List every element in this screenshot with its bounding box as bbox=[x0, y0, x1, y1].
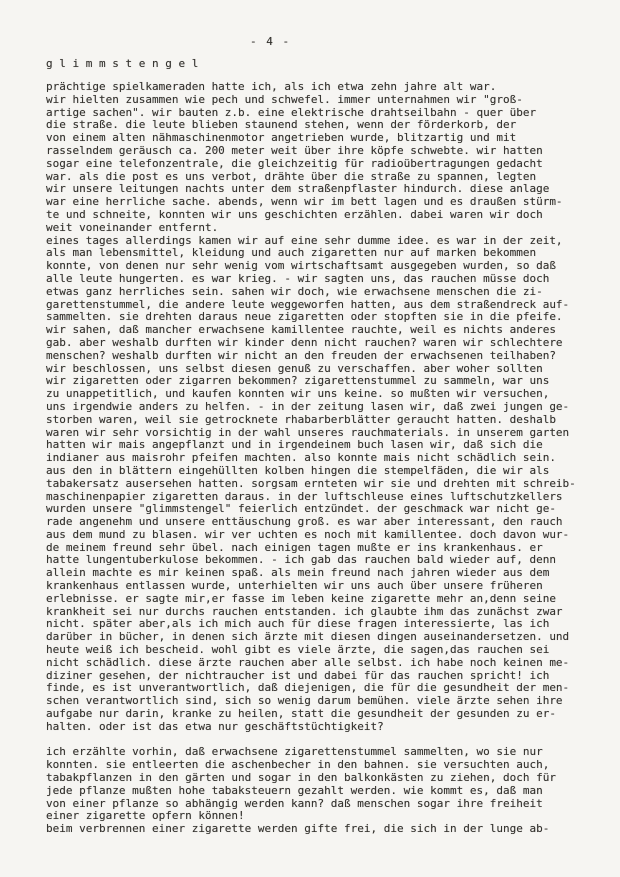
text-line: diziner gesehen, der nichtraucher ist und dabei für das rauchen spricht! ich bbox=[46, 668, 550, 682]
text-line: wir zigaretten oder zigarren bekommen? zigarettenstummel zu sammeln, war uns bbox=[46, 374, 550, 388]
text-line: prächtige spielkameraden hatte ich, als ich etwa zehn jahre alt war. bbox=[46, 80, 497, 93]
text-line: menschen? weshalb durften wir nicht an den freuden der erwachsenen teilhaben? bbox=[46, 348, 556, 362]
text-line: einer zigarette opfern können! bbox=[46, 809, 245, 823]
text-line: die straße. die leute blieben staunend stehen, wenn der förderkorb, der bbox=[46, 118, 517, 132]
text-line: halten. oder ist das etwa nur geschäftstüchtigkeit? bbox=[46, 719, 384, 733]
text-line: war eine herrliche sache. abends, wenn wir im bett lagen und es draußen stürm- bbox=[46, 195, 563, 209]
text-line: garettenstummel, die andere leute weggeworfen hatten, aus dem straßendreck auf- bbox=[46, 297, 570, 311]
text-line: zu unappetitlich, und kaufen konnten wir uns keine. so mußten wir versuchen, bbox=[46, 387, 550, 401]
text-line: hatte lungentuberkulose bekommen. - ich gab das rauchen bald wieder auf, denn bbox=[46, 553, 556, 567]
text-line: beim verbrennen einer zigarette werden gifte frei, die sich in der lunge ab- bbox=[46, 822, 550, 836]
text-line: alle leute hungerten. es war krieg. - wir sagten uns, das rauchen müsse doch bbox=[46, 271, 550, 285]
text-line: te und schneite, konnten wir uns geschichten erzählen. dabei waren wir doch bbox=[46, 207, 543, 221]
text-line: aufgabe nur darin, kranke zu heilen, statt die gesundheit der gesunden zu er- bbox=[46, 707, 556, 721]
text-line: von einer pflanze so abhängig werden kann? daß menschen sogar ihre freiheit bbox=[46, 796, 543, 810]
text-line: nicht. später aber,als ich mich auch für diese fragen interessierte, las ich bbox=[46, 617, 550, 631]
text-line: tabakpflanzen in den gärten und sogar in den balkonkästen zu ziehen, doch für bbox=[46, 771, 556, 785]
text-line: tabakersatz ausersehen hatten. sorgsam ernteten wir sie und drehten mit schreib- bbox=[46, 476, 576, 490]
text-line: wir beschlossen, uns selbst diesen genuß zu verschaffen. aber woher sollten bbox=[46, 361, 543, 375]
text-line: konnte, von denen nur sehr wenig vom wirtschaftsamt ausgegeben wurden, so daß bbox=[46, 259, 556, 273]
text-line: nicht schädlich. diese ärzte rauchen aber alle selbst. ich habe noch keinen me- bbox=[46, 655, 570, 669]
text-line: schen verantwortlich sind, sich so wenig darum bemühen. viele ärzte sehen ihre bbox=[46, 694, 563, 708]
text-line: etwas ganz herrliches sein. sahen wir doch, wie erwachsene menschen die zi- bbox=[46, 284, 543, 298]
text-line: sogar eine telefonzentrale, die gleichzeitig für radioübertragungen gedacht bbox=[46, 156, 543, 170]
text-line: uns irgendwie anders zu helfen. - in der zeitung lasen wir, daß zwei jungen ge- bbox=[46, 399, 570, 413]
text-line: sammelten. sie drehten daraus neue zigaretten oder stopften sie in die pfeife. bbox=[46, 310, 563, 324]
paragraph bbox=[46, 746, 610, 836]
text-line: rasselndem geräusch ca. 200 meter weit über ihre köpfe schwebte. wir hatten bbox=[46, 143, 543, 157]
text-line: konnten. sie entleerten die aschenbecher in den bahnen. sie versuchten auch, bbox=[46, 758, 550, 772]
text-line: finde, es ist unverantwortlich, daß diejenigen, die für die gesundheit der men- bbox=[46, 681, 570, 695]
text-line: de meinem freund sehr übel. nach einigen tagen mußte er ins krankenhaus. er bbox=[46, 540, 543, 554]
text-line: als man lebensmittel, kleidung und auch zigaretten nur auf marken bekommen bbox=[46, 246, 537, 260]
text-line: krankenhaus entlassen wurde, unterhielten wir uns auch über unsere früheren bbox=[46, 579, 543, 593]
document-body bbox=[46, 81, 610, 836]
text-line: darüber in bücher, in denen sich ärzte mit diesen dingen auseinandersetzen. und bbox=[46, 630, 570, 644]
text-line: wir sahen, daß mancher erwachsene kamillentee rauchte, weil es nichts anderes bbox=[46, 323, 556, 337]
text-line: ich erzählte vorhin, daß erwachsene zigarettenstummel sammelten, wo sie nur bbox=[46, 745, 543, 759]
text-line: indianer aus maisrohr pfeifen machten. also konnte mais nicht schädlich sein. bbox=[46, 451, 556, 465]
text-line: allein machte es mir keinen spaß. als mein freund nach jahren wieder aus dem bbox=[46, 566, 550, 580]
text-line: erlebnisse. er sagte mir,er fasse im leben keine zigarette mehr an,denn seine bbox=[46, 591, 556, 605]
text-line: gab. aber weshalb durften wir kinder denn nicht rauchen? waren wir schlechtere bbox=[46, 335, 563, 349]
text-line: rade angenehm und unsere enttäuschung groß. es war aber interessant, den rauch bbox=[46, 515, 563, 529]
text-line: waren wir sehr vorsichtig in der wahl unseres rauchmaterials. in unserem garten bbox=[46, 425, 570, 439]
text-line: weit voneinander entfernt. bbox=[46, 220, 219, 234]
text-line: aus den in blättern eingehüllten kolben hingen die stempelfäden, die wir als bbox=[46, 463, 550, 477]
text-line: krankheit sei nur durchs rauchen entstanden. ich glaubte ihm das zunächst zwar bbox=[46, 604, 563, 618]
paragraph bbox=[46, 81, 610, 734]
text-line: wir hielten zusammen wie pech und schwefel. immer unternahmen wir "groß- bbox=[46, 92, 523, 106]
text-line: eines tages allerdings kamen wir auf eine sehr dumme idee. es war in der zeit, bbox=[46, 233, 563, 247]
text-line: jede pflanze mußten hohe tabaksteuern gezahlt werden. wie kommt es, daß man bbox=[46, 783, 543, 797]
text-line: wurden unsere "glimmstengel" feierlich entzündet. der geschmack war nicht ge- bbox=[46, 502, 556, 516]
text-line: heute weiß ich bescheid. wohl gibt es viele ärzte, die sagen,das rauchen sei bbox=[46, 643, 550, 657]
document-title: g l i m m s t e n g e l bbox=[46, 57, 199, 70]
text-line: war. als die post es uns verbot, drähte über die straße zu spannen, legten bbox=[46, 169, 537, 183]
text-line: von einem alten nähmaschinenmotor angetrieben wurde, blitzartig und mit bbox=[46, 131, 517, 145]
text-line: maschinenpapier zigaretten daraus. in der luftschleuse eines luftschutzkellers bbox=[46, 489, 563, 503]
page-number: - 4 - bbox=[250, 35, 291, 48]
text-line: artige sachen". wir bauten z.b. eine elektrische drahtseilbahn - quer über bbox=[46, 105, 537, 119]
text-line: wir unsere leitungen nachts unter dem straßenpflaster hindurch. diese anlage bbox=[46, 182, 550, 196]
text-line: hatten wir mais angepflanzt und in irgendeinem buch lasen wir, daß sich die bbox=[46, 438, 543, 452]
text-line: storben waren, weil sie getrocknete rhabarberblätter geraucht hatten. deshalb bbox=[46, 412, 556, 426]
text-line: aus dem mund zu blasen. wir ver uchten es noch mit kamillentee. doch davon wur- bbox=[46, 527, 570, 541]
